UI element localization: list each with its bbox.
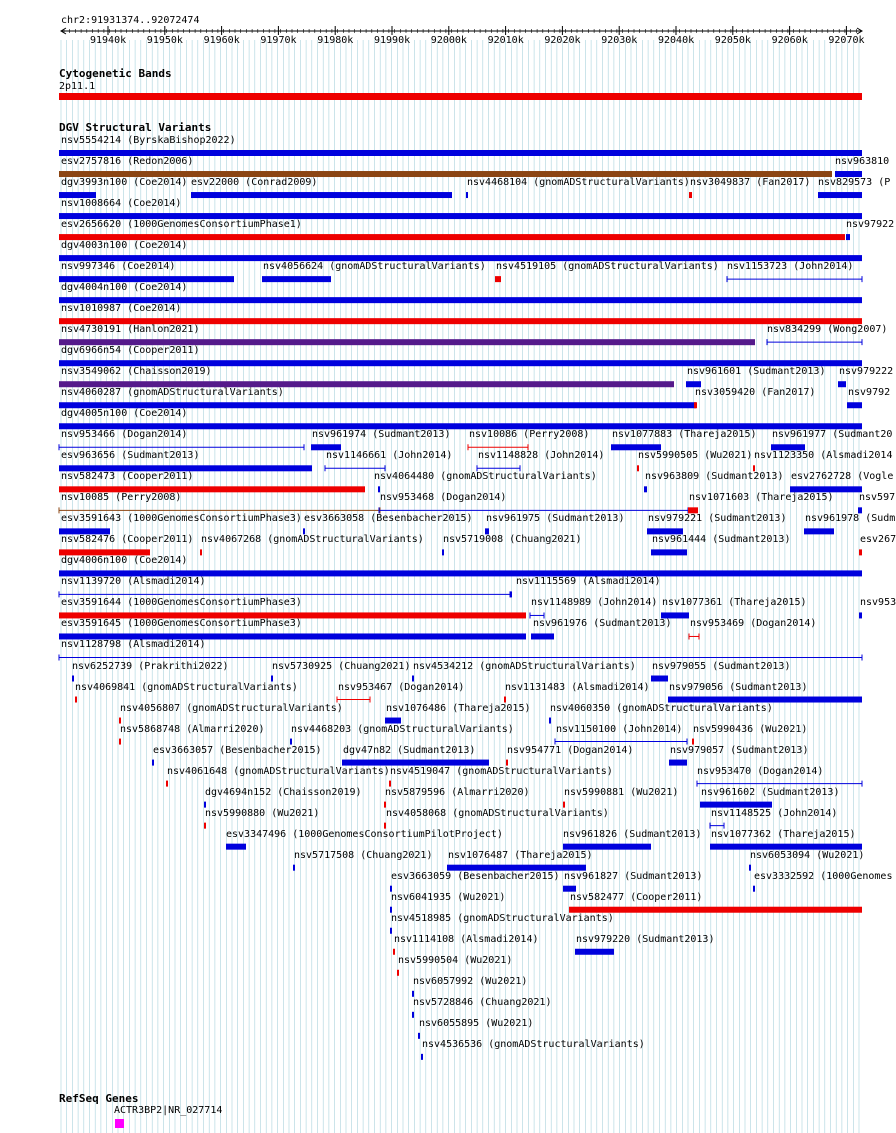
sv-feature-label[interactable]: nsv961976 (Sudmant2013) [533,618,672,630]
sv-feature[interactable] [191,192,452,198]
sv-feature-label[interactable]: nsv10086 (Perry2008) [469,429,590,441]
sv-feature-label[interactable]: nsv961444 (Sudmant2013) [652,534,791,546]
sv-feature-tick [637,465,639,471]
sv-feature-tick [442,549,444,555]
sv-feature[interactable] [669,760,687,766]
sv-feature[interactable] [753,886,755,892]
sv-feature-label[interactable]: nsv6055895 (Wu2021) [419,1017,534,1029]
sv-feature-tick [694,402,697,408]
sv-feature[interactable] [689,192,692,198]
sv-feature-label[interactable]: dgv4005n100 (Coe2014) [61,408,188,420]
sv-feature[interactable] [393,949,395,955]
sv-feature-tick [200,549,202,555]
sv-feature-label[interactable]: esv3591645 (1000GenomesConsortiumPhase3) [61,618,302,630]
sv-feature-label[interactable]: nsv5717508 (Chuang2021) [294,849,433,861]
sv-feature-label[interactable]: nsv5728846 (Chuang2021) [413,996,552,1008]
sv-feature-label[interactable]: nsv4056807 (gnomADStructuralVariants) [120,702,343,714]
sv-feature-tick [204,823,206,829]
sv-feature-label[interactable]: nsv961826 (Sudmant2013) [563,828,702,840]
sv-feature-label[interactable]: nsv5554214 (ByrskaBishop2022) [61,135,236,146]
sv-feature-label[interactable]: nsv1148989 (John2014) [531,597,658,609]
sv-feature-label[interactable]: nsv1076486 (Thareja2015) [386,702,531,714]
sv-feature[interactable] [72,676,74,682]
sv-feature-label[interactable]: esv2656620 (1000GenomesConsortiumPhase1) [61,219,302,231]
ruler-tick-label: 92050k [714,35,751,46]
sv-feature-label[interactable]: nsv5730925 (Chuang2021) [272,660,411,672]
sv-feature-label[interactable]: nsv829573 (P [818,177,891,189]
sv-feature-label[interactable]: dgv4006n100 (Coe2014) [61,555,188,567]
sv-feature-label[interactable]: nsv9792 [848,387,891,399]
sv-feature[interactable] [204,823,206,829]
sv-feature[interactable] [859,549,862,555]
sv-feature-label[interactable]: esv22000 (Conrad2009) [191,177,318,189]
sv-feature-label[interactable]: nsv1071603 (Thareja2015) [689,492,834,504]
sv-feature-tick [753,886,755,892]
sv-feature-label[interactable]: nsv97922 [846,219,895,231]
sv-feature-tick [119,739,121,745]
sv-feature-label[interactable]: esv3347496 (1000GenomesConsortiumPilotProject) [226,828,503,840]
sv-feature-tick [749,865,751,871]
ruler-tick-label: 92070k [828,35,865,46]
sv-feature-tick [859,549,862,555]
sv-feature[interactable] [575,949,614,955]
sv-feature-tick [418,1033,420,1039]
sv-feature-label[interactable]: nsv1123350 (Alsmadi2014 [754,450,893,462]
sv-feature-bar [262,276,331,282]
sv-feature[interactable] [847,402,862,408]
sv-feature-tick [72,676,74,682]
sv-feature[interactable] [510,591,512,597]
sv-feature-label[interactable]: nsv4061648 (gnomADStructuralVariants) [167,765,390,777]
sv-feature-bar [226,844,246,850]
sv-feature-label[interactable]: nsv3049837 (Fan2017) [690,177,811,189]
sv-feature-label[interactable]: nsv4064480 (gnomADStructuralVariants) [374,471,597,483]
sv-feature-label[interactable]: nsv582476 (Cooper2011) [61,534,194,546]
sv-feature-label[interactable]: nsv953 [860,597,896,609]
sv-feature-label[interactable]: nsv4534212 (gnomADStructuralVariants) [413,660,636,672]
sv-feature-label[interactable]: nsv4468104 (gnomADStructuralVariants) [467,177,690,189]
sv-feature-label[interactable]: nsv953469 (Dogan2014) [690,618,817,630]
sv-feature[interactable] [549,718,551,724]
sv-feature-label[interactable]: dgv3993n100 (Coe2014) [61,177,188,189]
sv-feature[interactable] [418,1033,420,1039]
sv-feature[interactable] [651,676,668,682]
sv-feature-tick [152,760,154,766]
sv-feature[interactable] [390,928,392,934]
sv-feature-bar [191,192,452,198]
sv-feature-tick [293,865,295,871]
sv-feature[interactable] [119,739,121,745]
sv-feature-bar [669,760,687,766]
sv-feature-bar [818,192,862,198]
sv-feature[interactable] [442,549,444,555]
dgv-title: DGV Structural Variants [59,121,212,134]
sv-feature-label[interactable]: nsv834299 (Wong2007) [767,324,888,336]
sv-feature-label[interactable]: nsv1010987 (Coe2014) [61,303,182,315]
cytoband-track [59,93,862,100]
sv-feature-tick [466,192,468,198]
sv-feature-label[interactable]: nsv963810 [835,156,890,168]
sv-feature-tick [397,970,399,976]
sv-feature-label[interactable]: nsv5719008 (Chuang2021) [443,534,582,546]
sv-feature-label[interactable]: nsv582477 (Cooper2011) [570,891,703,903]
sv-feature-label[interactable]: esv3663057 (Besenbacher2015) [153,744,322,756]
ruler-tick-label: 91980k [317,35,354,46]
sv-feature[interactable] [75,697,77,703]
gene-actr3bp2 [115,1119,124,1128]
sv-feature[interactable] [644,486,647,492]
cytoband-title: Cytogenetic Bands [59,67,172,80]
sv-feature-label[interactable]: nsv3059420 (Fan2017) [695,387,816,399]
sv-feature-label[interactable]: nsv953470 (Dogan2014) [697,765,824,777]
sv-feature-tick [393,949,395,955]
sv-feature-label[interactable]: esv3591643 (1000GenomesConsortiumPhase3) [61,513,302,525]
sv-feature-label[interactable]: nsv1146661 (John2014) [326,450,453,462]
sv-feature-bar [575,949,614,955]
ruler-tick-label: 92000k [430,35,467,46]
sv-feature-label[interactable]: nsv5990436 (Wu2021) [693,723,808,735]
sv-feature-label[interactable]: nsv961975 (Sudmant2013) [486,513,625,525]
sv-feature-label[interactable]: nsv4060287 (gnomADStructuralVariants) [61,387,284,399]
sv-feature-label[interactable]: nsv5990504 (Wu2021) [398,954,513,966]
cytoband-2p11-1 [59,93,862,100]
sv-feature-bar [651,549,687,555]
refseq-track[interactable] [115,1119,124,1128]
sv-feature-tick [846,234,850,240]
sv-feature[interactable] [152,760,154,766]
sv-feature-tick [859,612,862,618]
ruler-tick-label: 91940k [90,35,127,46]
sv-feature[interactable] [694,402,697,408]
sv-feature[interactable] [838,381,846,387]
sv-feature-label[interactable]: nsv4468203 (gnomADStructuralVariants) [291,723,514,735]
sv-feature[interactable] [166,781,168,787]
sv-feature-label[interactable]: nsv4536536 (gnomADStructuralVariants) [422,1038,645,1050]
sv-feature-label[interactable]: nsv5868748 (Almarri2020) [120,723,265,735]
ruler-tick-label: 92020k [544,35,581,46]
sv-feature-label[interactable]: dgv4694n152 (Chaisson2019) [205,786,362,798]
sv-feature[interactable] [859,612,862,618]
sv-feature-label[interactable]: nsv953466 (Dogan2014) [61,429,188,441]
sv-feature-label[interactable]: nsv6057992 (Wu2021) [413,975,528,987]
sv-feature-label[interactable]: nsv997346 (Coe2014) [61,261,176,273]
sv-feature-label[interactable]: esv3663058 (Besenbacher2015) [304,513,473,525]
sv-feature-label[interactable]: nsv979220 (Sudmant2013) [576,933,715,945]
sv-feature-label[interactable]: nsv953468 (Dogan2014) [380,492,507,504]
sv-feature[interactable] [421,1054,423,1060]
sv-feature-label[interactable]: nsv961978 (Sudm [805,513,896,525]
sv-feature[interactable] [749,865,751,871]
sv-feature-label[interactable]: nsv597 [859,492,896,504]
gene-label[interactable]: ACTR3BP2|NR_027714 [114,1105,223,1116]
sv-feature-label[interactable]: nsv961977 (Sudmant20 [772,429,893,441]
sv-feature-label[interactable]: nsv4518985 (gnomADStructuralVariants) [391,912,614,924]
ruler-tick-label: 91950k [146,35,183,46]
sv-feature-label[interactable]: nsv1114108 (Alsmadi2014) [394,933,539,945]
sv-feature-label[interactable]: esv3591644 (1000GenomesConsortiumPhase3) [61,597,302,609]
sv-feature-label[interactable]: nsv1008664 (Coe2014) [61,198,182,210]
sv-feature-label[interactable]: nsv5879596 (Almarri2020) [385,786,530,798]
cytoband-label[interactable]: 2p11.1 [59,81,96,92]
sv-feature-label[interactable]: nsv5990880 (Wu2021) [205,807,320,819]
sv-feature-label[interactable]: esv3663059 (Besenbacher2015) [391,870,560,882]
sv-feature-label[interactable]: nsv961601 (Sudmant2013) [687,366,826,378]
sv-feature-label[interactable]: nsv4519047 (gnomADStructuralVariants) [390,765,613,777]
sv-feature-tick [75,697,77,703]
sv-feature-bar [651,676,668,682]
sv-feature-tick [412,1012,414,1018]
sv-feature[interactable] [262,276,331,282]
sv-feature[interactable] [226,844,246,850]
ruler-tick-label: 92010k [487,35,524,46]
sv-feature-tick [644,486,647,492]
sv-feature[interactable] [397,970,399,976]
sv-feature-tick [390,928,392,934]
sv-feature-label[interactable]: nsv4067268 (gnomADStructuralVariants) [201,534,424,546]
sv-feature[interactable] [412,1012,414,1018]
ruler-tick-label: 92060k [771,35,808,46]
sv-feature-label[interactable]: nsv963809 (Sudmant2013) [645,471,784,483]
sv-feature-label[interactable]: nsv4056624 (gnomADStructuralVariants) [263,261,486,273]
sv-feature-label[interactable]: nsv979055 (Sudmant2013) [652,660,791,672]
sv-feature-label[interactable]: nsv4060350 (gnomADStructuralVariants) [550,702,773,714]
sv-feature-label[interactable]: nsv979221 (Sudmant2013) [648,513,787,525]
sv-feature-label[interactable]: nsv979222 [839,366,894,378]
sv-feature-bar [531,633,554,639]
sv-feature[interactable] [651,549,687,555]
sv-feature-label[interactable]: nsv1077883 (Thareja2015) [612,429,757,441]
sv-feature[interactable] [531,633,554,639]
sv-feature-tick [421,1054,423,1060]
sv-feature-bar [838,381,846,387]
sv-feature[interactable] [818,192,862,198]
sv-feature-label[interactable]: nsv10085 (Perry2008) [61,492,182,504]
sv-feature-label[interactable]: nsv954771 (Dogan2014) [507,744,634,756]
sv-feature-label[interactable]: nsv5990881 (Wu2021) [564,786,679,798]
sv-feature-label[interactable]: esv2762728 (Vogle [791,471,894,483]
sv-feature[interactable] [466,192,468,198]
sv-feature-label[interactable]: nsv5990505 (Wu2021) [638,450,753,462]
sv-feature-label[interactable]: nsv953467 (Dogan2014) [338,681,465,693]
sv-feature[interactable] [846,234,850,240]
sv-feature-label[interactable]: nsv961602 (Sudmant2013) [701,786,840,798]
sv-feature-label[interactable]: nsv1076487 (Thareja2015) [448,849,593,861]
sv-feature-label[interactable]: dgv4004n100 (Coe2014) [61,282,188,294]
ruler-tick-label: 91970k [260,35,297,46]
sv-feature-label[interactable]: nsv4519105 (gnomADStructuralVariants) [496,261,719,273]
sv-feature-label[interactable]: nsv4730191 (Hanlon2021) [61,324,200,336]
sv-feature-label[interactable]: nsv1077362 (Thareja2015) [711,828,856,840]
sv-feature-label[interactable]: dgv47n82 (Sudmant2013) [343,744,476,756]
sv-feature-bar [495,276,501,282]
sv-feature-label[interactable]: nsv961974 (Sudmant2013) [312,429,451,441]
sv-feature-label[interactable]: esv267 [860,534,896,546]
sv-feature-tick [689,192,692,198]
sv-feature[interactable] [293,865,295,871]
sv-feature[interactable] [200,549,202,555]
sv-feature[interactable] [804,528,834,534]
sv-feature-tick [549,718,551,724]
sv-feature-label[interactable]: nsv1148525 (John2014) [711,807,838,819]
sv-feature-label[interactable]: esv2757816 (Redon2006) [61,156,194,168]
sv-feature-bar [804,528,834,534]
sv-feature-label[interactable]: dgv4003n100 (Coe2014) [61,240,188,252]
sv-feature-label[interactable]: nsv1077361 (Thareja2015) [662,597,807,609]
refseq-title: RefSeq Genes [59,1092,139,1105]
sv-feature-tick [510,591,512,597]
ruler-tick-label: 91990k [374,35,411,46]
sv-feature-label[interactable]: esv3332592 (1000Genomes [754,870,893,882]
sv-feature-label[interactable]: nsv1131483 (Alsmadi2014) [505,681,650,693]
sv-feature-label[interactable]: dgv6966n54 (Cooper2011) [61,345,200,357]
sv-feature-label[interactable]: nsv961827 (Sudmant2013) [564,870,703,882]
sv-feature-label[interactable]: nsv979056 (Sudmant2013) [669,681,808,693]
sv-feature-label[interactable]: nsv3549062 (Chaisson2019) [61,366,212,378]
sv-feature-label[interactable]: nsv1150100 (John2014) [556,723,683,735]
sv-feature-label[interactable]: nsv582473 (Cooper2011) [61,471,194,483]
sv-feature-label[interactable]: nsv1139720 (Alsmadi2014) [61,576,206,588]
sv-feature-label[interactable]: nsv4058068 (gnomADStructuralVariants) [386,807,609,819]
ruler-tick-label: 92030k [601,35,638,46]
sv-feature-label[interactable]: nsv1115569 (Alsmadi2014) [516,576,661,588]
ruler-tick-label: 92040k [658,35,695,46]
sv-feature-label[interactable]: nsv1148828 (John2014) [478,450,605,462]
region-label: chr2:91931374..92072474 [61,15,200,26]
sv-feature-tick [166,781,168,787]
sv-feature-bar [847,402,862,408]
sv-feature-label[interactable]: nsv6252739 (Prakrithi2022) [72,660,229,672]
sv-feature-label[interactable]: nsv4069841 (gnomADStructuralVariants) [75,681,298,693]
sv-feature-label[interactable]: nsv979057 (Sudmant2013) [670,744,809,756]
sv-feature-label[interactable]: nsv1128798 (Alsmadi2014) [61,639,206,651]
ruler [61,26,862,35]
sv-feature[interactable] [637,465,639,471]
sv-feature[interactable] [495,276,501,282]
sv-feature-label[interactable]: nsv1153723 (John2014) [727,261,854,273]
sv-feature-label[interactable]: nsv6041935 (Wu2021) [391,891,506,903]
ruler-tick-label: 91960k [203,35,240,46]
sv-feature-label[interactable]: nsv6053094 (Wu2021) [750,849,865,861]
sv-feature-label[interactable]: esv963656 (Sudmant2013) [61,450,200,462]
